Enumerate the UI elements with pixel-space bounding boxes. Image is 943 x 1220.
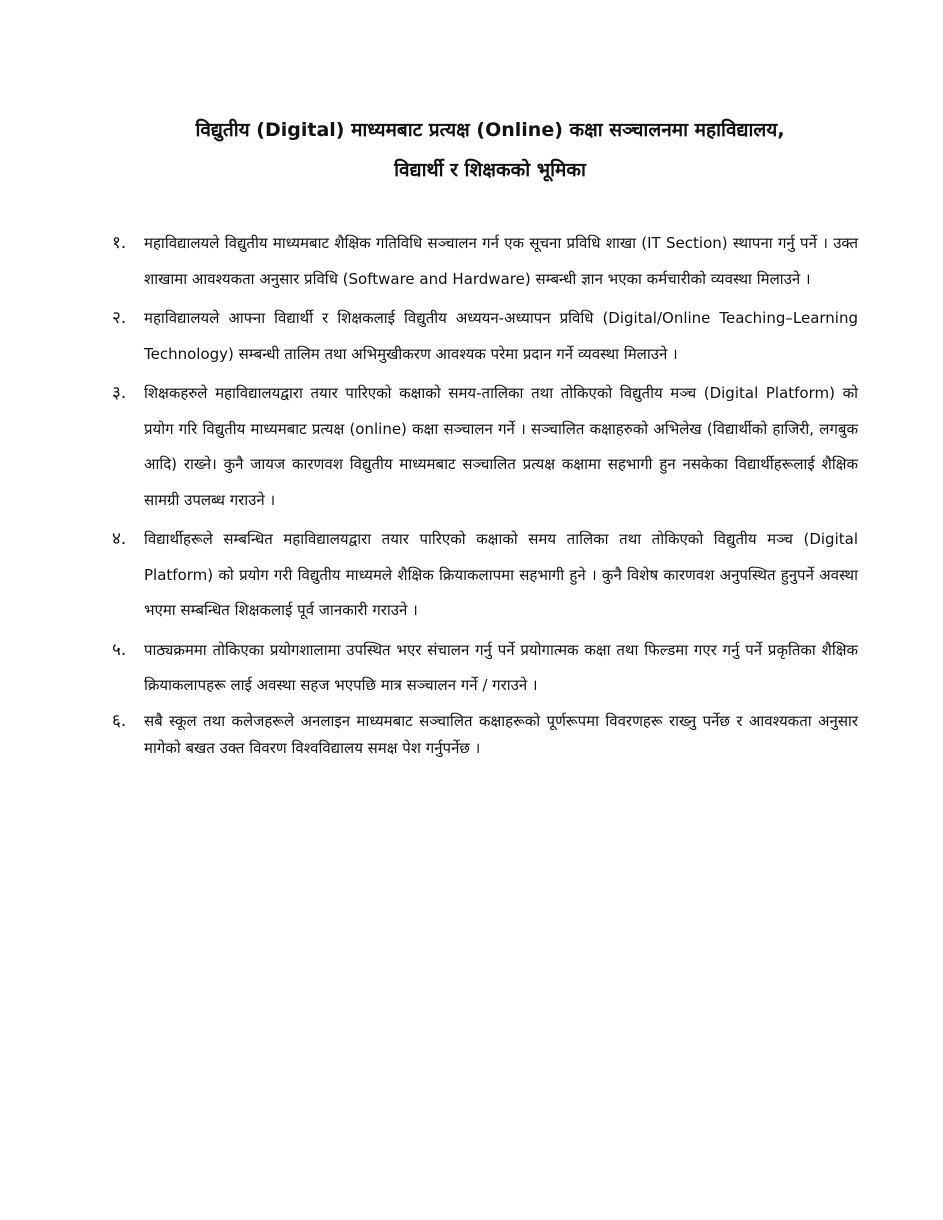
item-text: शिक्षकहरुले महाविद्यालयद्वारा तयार पारिएको कक्षाको समय-तालिका तथा तोकिएको विद्युतीय मञ्च (Digital Platform) को प्रयोग गरि विद्युतीय माध्यमबाट प्रत्यक्ष (online) कक्षा सञ्चालन गर्ने । सञ्चालित कक्षाहरुको अभिलेख (विद्यार्थीको हाजिरी, लगबुक आदि) राख्ने। कुनै जायज कारणवश विद्युतीय माध्यमबाट सञ्चालित प्रत्यक्ष कक्षामा सहभागी हुन नसकेका विद्यार्थीहरूलाई शैक्षिक सामग्री उपलब्ध गराउने । <box>144 384 858 509</box>
list-item <box>112 633 858 704</box>
item-text: सबै स्कूल तथा कलेजहरूले अनलाइन माध्यमबाट सञ्चालित कक्षाहरूको पूर्णरूपमा विवरणहरू राख्नु पर्नेछ र आवश्यकता अनुसार मागेको बखत उक्त विवरण विश्वविद्यालय समक्ष पेश गर्नुपर्नेछ । <box>144 711 858 757</box>
document-title-line-1: विद्युतीय (Digital) माध्यमबाट प्रत्यक्ष (Online) कक्षा सञ्चालनमा महाविद्यालय, <box>195 119 785 141</box>
item-number: ४. <box>112 529 127 549</box>
item-number: ३. <box>112 383 127 403</box>
list-item <box>112 522 858 629</box>
item-text: महाविद्यालयले आफ्ना विद्यार्थी र शिक्षकलाई विद्युतीय अध्ययन-अध्यापन प्रविधि (Digital/Online Teaching–Learning Technology) सम्बन्धी तालिम तथा अभिमुखीकरण आवश्यक परेमा प्रदान गर्ने व्यवस्था मिलाउने । <box>144 309 858 363</box>
item-text: पाठ्यक्रममा तोकिएका प्रयोगशालामा उपस्थित भएर संचालन गर्नु पर्ने प्रयोगात्मक कक्षा तथा फिल्डमा गएर गर्नु पर्ने प्रकृतिका शैक्षिक क्रियाकलापहरू लाई अवस्था सहज भएपछि मात्र सञ्चालन गर्ने / गराउने । <box>144 640 858 694</box>
list-item <box>112 301 858 372</box>
guideline-list <box>112 226 858 766</box>
list-item <box>112 226 858 297</box>
item-number: २. <box>112 308 127 328</box>
document-title-line-2: विद्यार्थी र शिक्षकको भूमिका <box>394 159 586 181</box>
item-text: महाविद्यालयले विद्युतीय माध्यमबाट शैक्षिक गतिविधि सञ्चालन गर्न एक सूचना प्रविधि शाखा (IT Section) स्थापना गर्नु पर्ने । उक्त शाखामा आवश्यकता अनुसार प्रविधि (Software and Hardware) सम्बन्धी ज्ञान भएका कर्मचारीको व्यवस्था मिलाउने । <box>144 234 858 288</box>
item-text: विद्यार्थीहरूले सम्बन्धित महाविद्यालयद्वारा तयार पारिएको कक्षाको समय तालिका तथा तोकिएको विद्युतीय मञ्च (Digital Platform) को प्रयोग गरी विद्युतीय माध्यमले शैक्षिक क्रियाकलापमा सहभागी हुने । कुनै विशेष कारणवश अनुपस्थित हुनुपर्ने अवस्था भएमा सम्बन्धित शिक्षकलाई पूर्व जानकारी गराउने । <box>144 530 858 619</box>
list-item <box>112 376 858 518</box>
item-number: १. <box>112 233 127 253</box>
item-number: ६. <box>112 710 127 731</box>
item-number: ५. <box>112 639 127 660</box>
list-item <box>112 708 858 762</box>
